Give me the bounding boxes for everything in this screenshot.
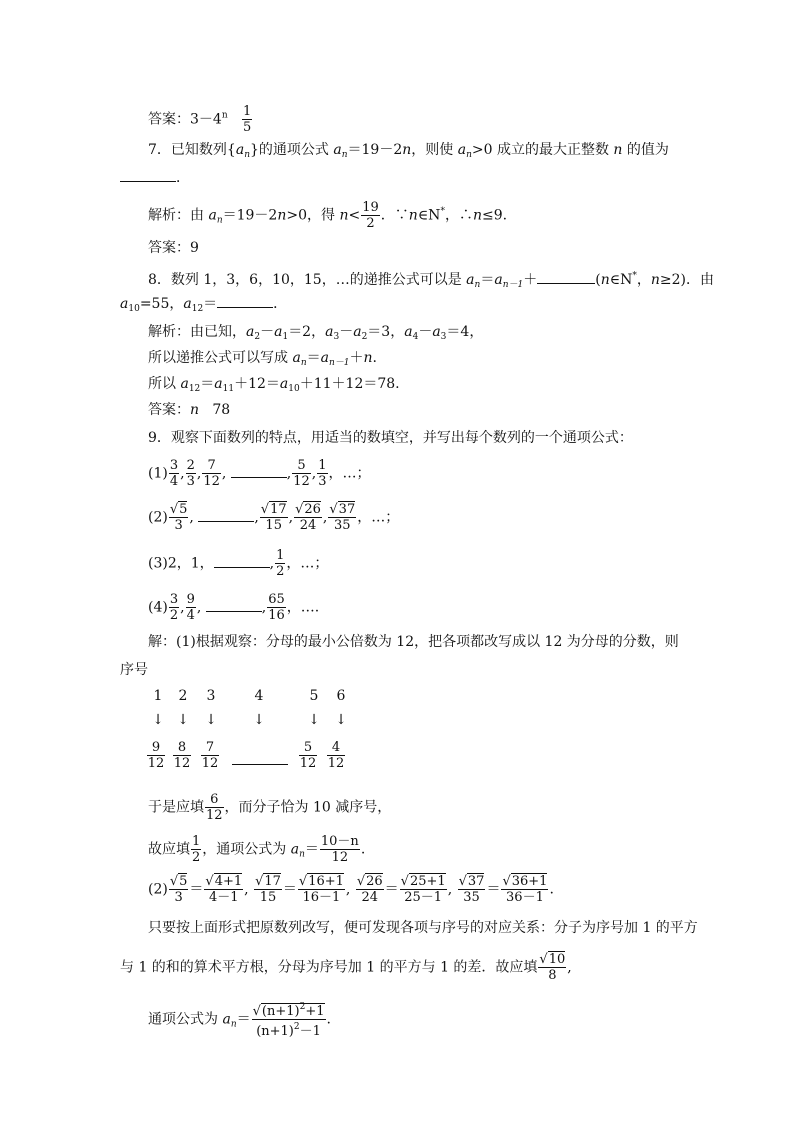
explanation-line-1: 只要按上面形式把原数列改写，便可发现各项与序号的对应关系：分子为序号加 1 的平方: [148, 920, 698, 936]
general-term-formula: 通项公式为 $a_n=$ $\frac{√(n+1)^2+1}{(n+1)^2-1}$ .: [148, 1002, 331, 1039]
question-7-blank: ．: [120, 168, 190, 188]
question-7: 7．已知数列$\{a_n\}$的通项公式 $a_n=19-2n$，则使 $a_n>0$ 成立的最大正整数 n 的值为: [148, 142, 669, 160]
q9-solution-2: 序号: [120, 662, 148, 678]
down-arrow-icon: ↓: [152, 712, 164, 728]
q9-part-2: (2) $\frac{√5}{3}$ ＝ $\frac{√4+1}{4-1}$ , $\frac{√17}{15}$ ＝ $\frac{√16+1}{16-1}$ , $\frac{√26}{24}$ ＝ $\frac{√25+1}{25-1}$ , $\frac{√37}{35}$ ＝ $\frac{√36+1}{36-1}$ .: [148, 874, 554, 905]
fraction: $\frac{1}{5}$: [242, 104, 252, 135]
question-8-line2: $a_{10}=55$，$a_{12}=$ ．: [120, 296, 288, 314]
q8-solution-2: 所以递推公式可以写成 $a_n=a_{n-1}+n$.: [148, 350, 377, 368]
q9-sequence-4: (4) $\frac{3}{2}$ , $\frac{9}{4}$ , , $\frac{65}{16}$ ，….: [148, 592, 320, 623]
answer-blank: [120, 169, 176, 182]
down-arrow-icon: ↓: [177, 712, 189, 728]
q9-sequence-3: (3)2，1， , $\frac{1}{2}$ ，…；: [148, 548, 329, 579]
down-arrow-icon: ↓: [308, 712, 320, 728]
answer-blank: [231, 465, 287, 478]
answer-line-6: 答案：$3-4^n$ $\frac{1}{5}$: [148, 104, 252, 135]
answer-label: 答案：: [148, 111, 190, 128]
down-arrow-icon: ↓: [205, 712, 217, 728]
answer-blank: [214, 555, 270, 568]
explanation-line-2: 与 1 的和的算术平方根，分母为序号加 1 的平方与 1 的差．故应填 $\frac{√10}{8}$ ,: [120, 952, 572, 983]
fill-explanation-1: 于是应填 $\frac{6}{12}$ ，而分子恰为 10 减序号，: [148, 792, 392, 823]
fill-explanation-2: 故应填 $\frac{1}{2}$ ，通项公式为 $a_n=$ $\frac{10-n}{12}$ .: [148, 834, 366, 865]
answer-blank: [206, 599, 262, 612]
question-9: 9．观察下面数列的特点，用适当的数填空，并写出每个数列的一个通项公式：: [148, 430, 633, 446]
q8-answer: 答案：n 78: [148, 402, 231, 418]
q9-solution: 解：(1)根据观察：分母的最小公倍数为 12，把各项都改写成以 12 为分母的分数，则: [148, 634, 679, 650]
answer-blank: [217, 295, 273, 308]
q7-solution: 解析：由 $a_n=19-2n>0$，得 n< $\frac{19}{2}$ ．∵n∈N*，∴n≤9.: [148, 200, 508, 231]
q9-sequence-1: (1) $\frac{3}{4}$ , $\frac{2}{3}$ , $\frac{7}{12}$ , , $\frac{5}{12}$ , $\frac{1}{3}$ ，…；: [148, 458, 371, 489]
answer-blank: [198, 509, 254, 522]
q7-answer: 答案：9: [148, 240, 199, 256]
q8-solution: 解析：由已知，$a_2-a_1=2$，$a_3-a_2=3$，$a_4-a_3=4$，: [148, 324, 484, 342]
q9-sequence-2: (2) $\frac{√5}{3}$ , , $\frac{√17}{15}$ , $\frac{√26}{24}$ , $\frac{√37}{35}$ ，…；: [148, 502, 400, 533]
q8-solution-3: 所以 $a_{12}=a_{11}+12=a_{10}+11+12=78$.: [148, 376, 400, 394]
answer-blank: [537, 271, 595, 284]
question-8: 8．数列 1，3，6，10，15，…的递推公式可以是 $a_n=a_{n-1}+$ (n∈N*，n≥2)．由: [148, 271, 714, 290]
down-arrow-icon: ↓: [253, 712, 265, 728]
down-arrow-icon: ↓: [335, 712, 347, 728]
answer-blank: [232, 764, 288, 765]
